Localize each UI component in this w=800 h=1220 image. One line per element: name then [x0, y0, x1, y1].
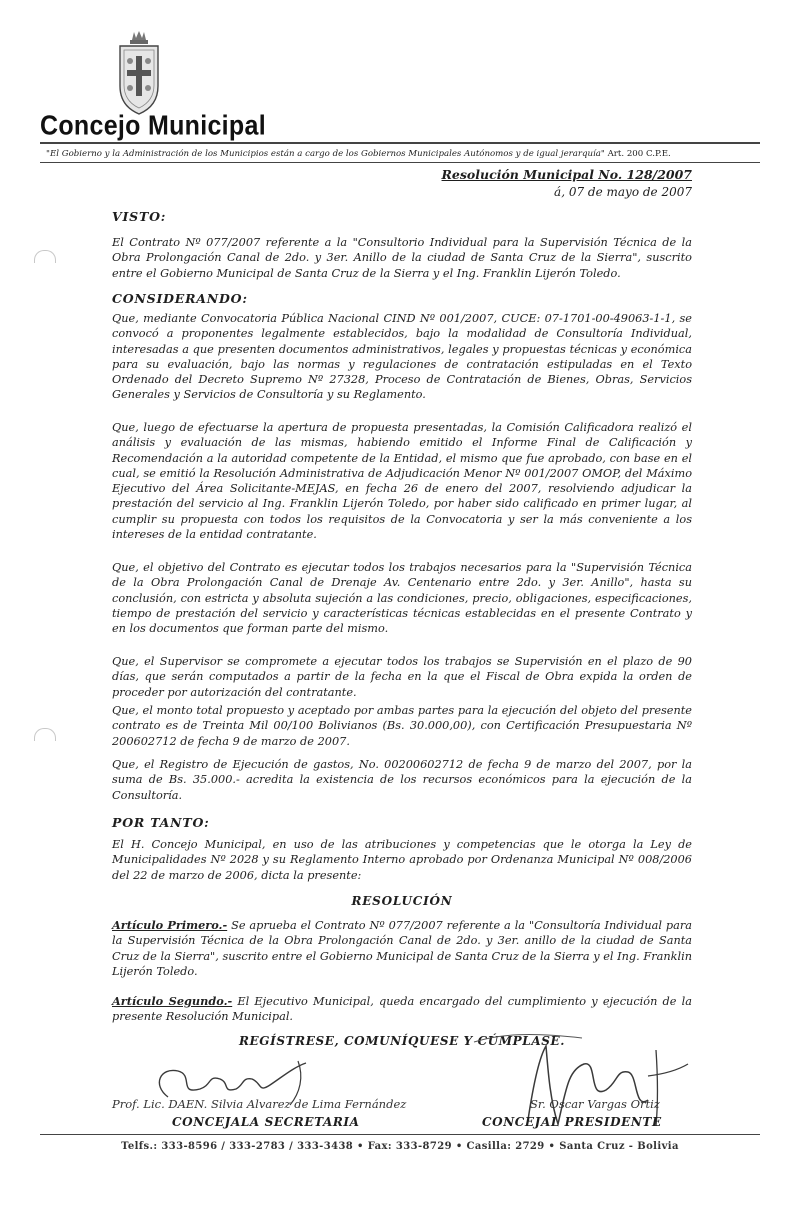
considerando-paragraph-1: Que, mediante Convocatoria Pública Nacional CIND Nº 001/2007, CUCE: 07-1701-00-49063-1-1, se convocó a proponentes legalmente establecidos, bajo la modalidad de Consultoría Individual, interesadas a que presenten documentos administrativos, legales y propuestas técnicas y económica para su evaluación, bajo las normas y regulaciones de contratación estipuladas en el Texto Ordenado del Decreto Supremo Nº 27328, Proceso de Contratación de Bienes, Obras, Servicios Generales y Servicios de Consultoría y su Reglamento. — [112, 312, 692, 402]
motto-text: "El Gobierno y la Administración de los Municipios están a cargo de los Gobiernos Municipales Autónomos y de igual jerarquía" — [46, 149, 605, 159]
resolucion-heading: RESOLUCIÓN — [351, 894, 453, 908]
resolution-date: á, 07 de mayo de 2007 — [554, 185, 692, 199]
header-motto — [46, 149, 776, 159]
right-signatory-name: Sr. Oscar Vargas Ortiz — [530, 1097, 660, 1111]
closing-formula: REGÍSTRESE, COMUNÍQUESE Y CÚMPLASE. — [238, 1034, 566, 1048]
motto-reference: Art. 200 C.P.E. — [607, 149, 671, 159]
signature-cross-mark-icon — [470, 1030, 590, 1046]
motto-rule — [40, 162, 760, 163]
considerando-heading: CONSIDERANDO: — [112, 291, 248, 306]
right-signatory-title: CONCEJAL PRESIDENTE — [482, 1115, 662, 1129]
por-tanto-heading: POR TANTO: — [112, 815, 210, 830]
considerando-paragraph-4: Que, el Supervisor se compromete a ejecutar todos los trabajos se Supervisión en el plazo de 90 días, que serán computados a partir de la fecha en la que el Fiscal de Obra expida la orden de proceder por autorización del contratante. — [112, 655, 692, 699]
org-name: Concejo Municipal — [40, 110, 266, 142]
left-signatory-title: CONCEJALA SECRETARIA — [172, 1115, 360, 1129]
por-tanto-paragraph: El H. Concejo Municipal, en uso de las atribuciones y competencias que le otorga la Ley de Municipalidades Nº 2028 y su Reglamento Interno aprobado por Ordenanza Municipal Nº 008/2006 del 22 de marzo de 2006, dicta la presente: — [112, 838, 692, 882]
considerando-paragraph-3: Que, el objetivo del Contrato es ejecutar todos los trabajos necesarios para la "Supervisión Técnica de la Obra Prolongación Canal de Drenaje Av. Centenario entre 2do. y 3er. Anillo", hasta su conclusión, con estricta y absoluta sujeción a las condiciones, precio, obligaciones, especificaciones, tiempo de prestación del servicio y características técnicas establecidas en el presente Contrato y en los documentos que forman parte del mismo. — [112, 561, 692, 636]
considerando-paragraph-5: Que, el monto total propuesto y aceptado por ambas partes para la ejecución del objeto del presente contrato es de Treinta Mil 00/100 Bolivianos (Bs. 30.000,00), con Certificación Presupuestaria Nº 200602712 de fecha 9 de marzo de 2007. — [112, 704, 692, 748]
footer-rule — [40, 1134, 760, 1135]
articulo-segundo-text: El Ejecutivo Municipal, queda encargado del cumplimiento y ejecución de la presente Resolución Municipal. — [112, 995, 692, 1024]
visto-heading: VISTO: — [112, 209, 167, 224]
articulo-primero — [112, 918, 692, 979]
punch-hole-bottom — [34, 728, 56, 741]
header-rule — [40, 142, 760, 144]
visto-paragraph: El Contrato Nº 077/2007 referente a la "Consultorio Individual para la Supervisión Técnica de la Obra Prolongación Canal de 2do. y 3er. Anillo de la ciudad de Santa Cruz de la Sierra", suscrito entre el Gobierno Municipal de Santa Cruz de la Sierra y el Ing. Franklin Lijerón Toledo. — [112, 236, 692, 280]
articulo-segundo-label: Artículo Segundo.- — [112, 994, 233, 1008]
considerando-paragraph-6: Que, el Registro de Ejecución de gastos, No. 00200602712 de fecha 9 de marzo del 2007, por la suma de Bs. 35.000.- acredita la existencia de los recursos económicos para la ejecución de la Consultoría. — [112, 758, 692, 802]
punch-hole-top — [34, 250, 56, 263]
considerando-paragraph-2: Que, luego de efectuarse la apertura de propuesta presentadas, la Comisión Calificadora realizó el análisis y evaluación de las mismas, habiendo emitido el Informe Final de Calificación y Recomendación a la autoridad competente de la Entidad, el mismo que fue aprobado, con base en el cual, se emitió la Resolución Administrativa de Adjudicación Menor Nº 001/2007 OMOP, del Máximo Ejecutivo del Área Solicitante-MEJAS, en fecha 26 de enero del 2007, resolviendo adjudicar la prestación del servicio al Ing. Franklin Lijerón Toledo, por haber sido calificado en primer lugar, al cumplir su propuesta con todos los requisitos de la Convocatoria y ser la más conveniente a los intereses de la entidad contratante. — [112, 421, 692, 542]
articulo-primero-text: Se aprueba el Contrato Nº 077/2007 referente a la "Consultoría Individual para la Supervisión Técnica de la Obra Prolongación Canal de 2do. y 3er. anillo de la ciudad de Santa Cruz de la Sierra", suscrito entre el Gobierno Municipal de Santa Cruz de la Sierra y el Ing. Franklin Lijerón Toledo. — [112, 919, 692, 978]
articulo-segundo — [112, 994, 692, 1025]
footer-contact: Telfs.: 333-8596 / 333-2783 / 333-3438 • Fax: 333-8729 • Casilla: 2729 • Santa Cruz - Bolivia — [121, 1141, 679, 1152]
coat-of-arms-icon — [116, 30, 162, 118]
resolution-number: Resolución Municipal No. 128/2007 — [441, 167, 692, 182]
left-signatory-name: Prof. Lic. DAEN. Silvia Alvarez de Lima Fernández — [112, 1097, 407, 1111]
articulo-primero-label: Artículo Primero.- — [112, 918, 228, 932]
